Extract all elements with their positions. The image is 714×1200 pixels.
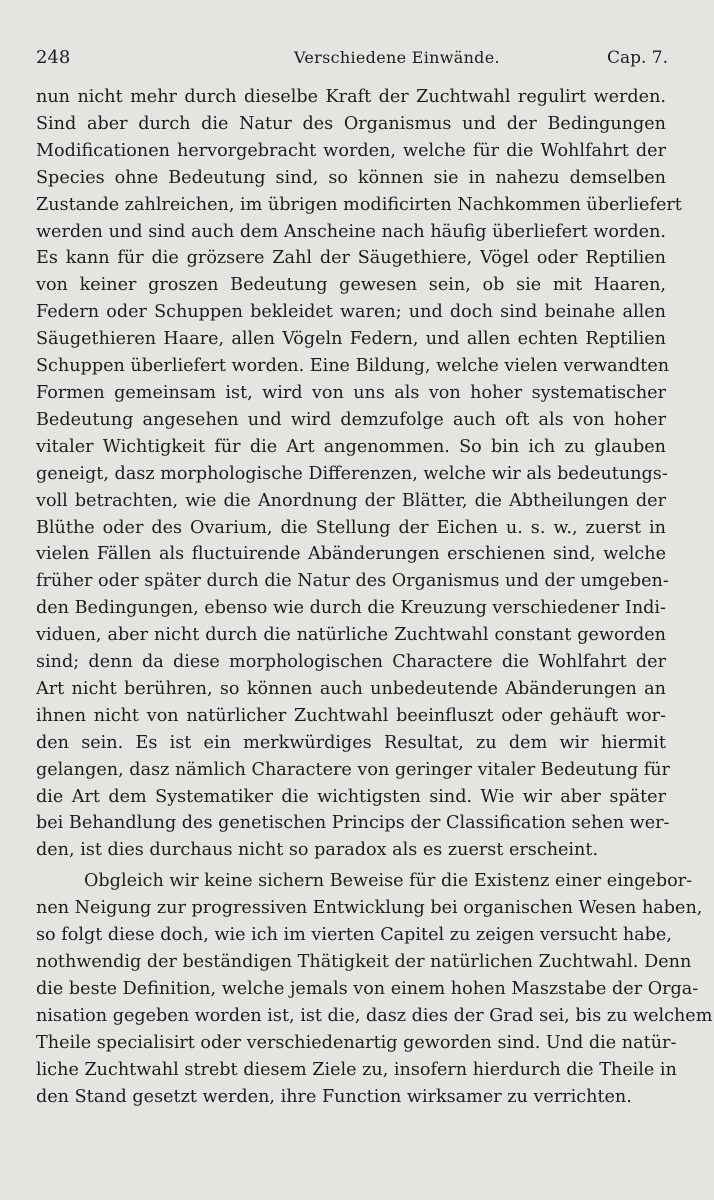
text-line: sind; denn da diese morphologischen Charactere die Wohlfahrt der — [36, 652, 666, 673]
text-line: nothwendig der beständigen Thätigkeit der natürlichen Zuchtwahl. Denn — [36, 952, 692, 972]
text-line: Theile specialisirt oder verschiedenartig geworden sind. Und die natür- — [36, 1032, 677, 1053]
text-line: nun nicht mehr durch dieselbe Kraft der Zuchtwahl regulirt werden. — [36, 87, 666, 107]
text-line: Formen gemeinsam ist, wird von uns als von hoher systematischer — [36, 382, 666, 403]
body-text — [36, 84, 713, 1110]
running-head — [36, 44, 668, 72]
text-line: gelangen, dasz nämlich Charactere von geringer vitaler Bedeutung für — [36, 759, 670, 780]
text-line: liche Zuchtwahl strebt diesem Ziele zu, insofern hierdurch die Theile in — [36, 1059, 677, 1080]
text-line: früher oder später durch die Natur des Organismus und der umgeben- — [36, 571, 669, 592]
text-line: bei Behandlung des genetischen Princips der Classification sehen wer- — [36, 813, 670, 834]
text-line: den, ist dies durchaus nicht so paradox als es zuerst erscheint. — [36, 840, 599, 861]
text-line: die beste Definition, welche jemals von einem hohen Maszstabe der Orga- — [36, 978, 699, 999]
text-line: Zustande zahlreichen, im übrigen modificirten Nachkommen überliefert — [36, 194, 682, 215]
text-line: Species ohne Bedeutung sind, so können sie in nahezu demselben — [36, 167, 666, 188]
text-line: Schuppen überliefert worden. Eine Bildung, welche vielen verwandten — [36, 356, 670, 377]
text-line: ihnen nicht von natürlicher Zuchtwahl beeinfluszt oder gehäuft wor- — [36, 705, 666, 726]
paragraph-2 — [36, 868, 713, 1110]
text-line: von keiner groszen Bedeutung gewesen sein, ob sie mit Haaren, — [36, 275, 666, 296]
text-line: Blüthe oder des Ovarium, die Stellung der Eichen u. s. w., zuerst in — [36, 517, 666, 538]
text-line: nen Neigung zur progressiven Entwicklung bei organischen Wesen haben, — [36, 898, 703, 919]
text-line: werden und sind auch dem Anscheine nach häufig überliefert worden. — [36, 221, 666, 242]
text-line: nisation gegeben worden ist, ist die, dasz dies der Grad sei, bis zu welchem — [36, 1005, 713, 1026]
page-number: 248 — [36, 47, 71, 68]
text-line: Modificationen hervorgebracht worden, welche für die Wohlfahrt der — [36, 140, 666, 161]
text-line: geneigt, dasz morphologische Differenzen, welche wir als bedeutungs- — [36, 463, 668, 484]
text-line: Obgleich wir keine sichern Beweise für die Existenz einer eingebor- — [84, 871, 693, 892]
text-line: so folgt diese doch, wie ich im vierten Capitel zu zeigen versucht habe, — [36, 925, 672, 946]
text-line: die Art dem Systematiker die wichtigsten sind. Wie wir aber später — [36, 786, 666, 807]
text-line: den Bedingungen, ebenso wie durch die Kreuzung verschiedener Indi- — [36, 598, 666, 619]
text-line: viduen, aber nicht durch die natürliche Zuchtwahl constant geworden — [36, 625, 666, 646]
text-line: den sein. Es ist ein merkwürdiges Resultat, zu dem wir hiermit — [36, 732, 666, 753]
chapter-label: Cap. 7. — [606, 48, 668, 68]
text-line: Federn oder Schuppen bekleidet waren; und doch sind beinahe allen — [36, 302, 666, 323]
text-line: Säugethieren Haare, allen Vögeln Federn, und allen echten Reptilien — [36, 329, 666, 350]
text-line: Art nicht berühren, so können auch unbedeutende Abänderungen an — [36, 678, 666, 699]
paragraph-1 — [36, 84, 682, 864]
text-line: den Stand gesetzt werden, ihre Function wirksamer zu verrichten. — [36, 1086, 632, 1107]
text-line: voll betrachten, wie die Anordnung der Blätter, die Abtheilungen der — [36, 490, 666, 511]
text-line: vielen Fällen als fluctuirende Abänderungen erschienen sind, welche — [36, 544, 666, 565]
running-title: Verschiedene Einwände. — [294, 48, 500, 67]
text-line: Sind aber durch die Natur des Organismus und der Bedingungen — [36, 113, 666, 134]
text-line: Bedeutung angesehen und wird demzufolge auch oft als von hoher — [36, 409, 666, 430]
text-line: Es kann für die grözsere Zahl der Säugethiere, Vögel oder Reptilien — [36, 248, 666, 269]
text-line: vitaler Wichtigkeit für die Art angenommen. So bin ich zu glauben — [36, 436, 666, 457]
